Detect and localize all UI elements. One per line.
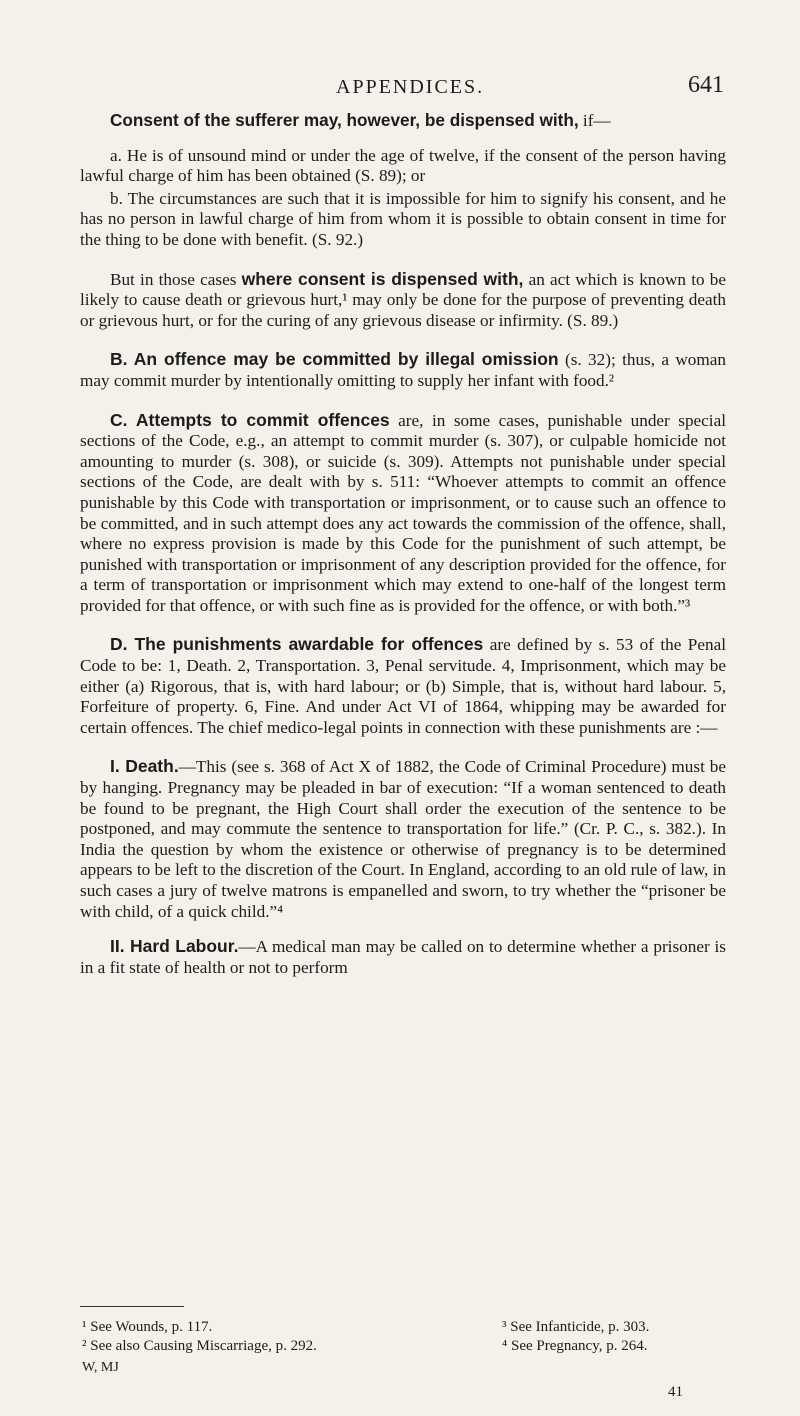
sheet-number: 41 (668, 1384, 683, 1400)
footnote-1: ¹ See Wounds, p. 117. (82, 1319, 213, 1335)
paragraph-but (80, 269, 726, 332)
footnotes-left (82, 1318, 462, 1356)
paragraph-c-text: are, in some cases, punishable under special sections of the Code, e.g., an attempt to commit murder (s. 307), or culpable homicide not amounting to murder (s. 308), or suicide (s. 309). Attempts not punishable under special sections of the Code, are dealt with by s. 511: “Whoever attempts to commit an offence punishable by this Code with transportation or imprisonment, or to cause such an offence to be committed, and in such attempt does any act towards the commission of the offence, shall, where no express provision is made by this Code for the punishment of such attempt, be punished with transportation or imprisonment of any description provided for the offence, for a term of transportation or imprisonment which may extend to one-half of the longest term provided for that offence, or with such fine as is provided for the offence, or with both.”³ (80, 410, 726, 615)
page-number: 641 (688, 72, 724, 98)
running-head: APPENDICES. (336, 76, 485, 98)
footnote-rule (80, 1306, 184, 1307)
paragraph-but-pre: But in those cases (110, 269, 242, 289)
item-b: b. The circumstances are such that it is impossible for him to signify his consent, and he has no person in lawful charge of him from whom it is possible to obtain consent in time for the thing to be done with benefit. (S. 92.) (80, 188, 726, 249)
paragraph-b-heading: B. An offence may be committed by illegal omission (110, 349, 559, 370)
paragraph-c-heading: C. Attempts to commit offences (110, 409, 390, 430)
consent-heading (80, 110, 726, 132)
footnote-3: ³ See Infanticide, p. 303. (502, 1319, 650, 1335)
paragraph-but-post: an act which is known to be likely to cause death or grievous hurt,¹ may only be done for the purpose of preventing death or grievous hurt, or for the curing of any grievous disease or infirmity. (S. 89.) (80, 269, 727, 330)
footnotes-right (502, 1318, 732, 1356)
paragraph-d-heading: D. The punishments awardable for offences (110, 634, 484, 655)
paragraph-d-text: are defined by s. 53 of the Penal Code to be: 1, Death. 2, Transportation. 3, Penal servitude. 4, Imprisonment, which may be either (a) Rigorous, that is, with hard labour; or (b) Simple, that is, without hard labour. 5, Forfeiture of property. 6, Fine. And under Act VI of 1864, whipping may be awarded for certain offences. The chief medico-legal points in connection with these punishments are :— (80, 635, 726, 737)
paragraph-b-text: (s. 32); thus, a woman may commit murder by intentionally omitting to supply her infant with food.² (80, 350, 726, 390)
body-text (80, 110, 726, 978)
consent-heading-tail: if— (578, 111, 611, 130)
footnote-2: ² See also Causing Miscarriage, p. 292. (82, 1338, 317, 1354)
paragraph-hard-labour-text: —A medical man may be called on to determine whether a prisoner is in a fit state of health or not to perform (80, 937, 726, 977)
paragraph-d (80, 634, 726, 738)
page-header (80, 70, 726, 110)
consent-heading-bold: Consent of the sufferer may, however, be dispensed with, (110, 110, 579, 130)
paragraph-hard-labour (80, 936, 726, 978)
paragraph-hard-labour-heading: II. Hard Labour. (110, 936, 239, 957)
paragraph-death-heading: I. Death. (110, 756, 179, 777)
paragraph-death-text: —This (see s. 368 of Act X of 1882, the Code of Criminal Procedure) must be by hanging. Pregnancy may be pleaded in bar of execution: “If a woman sentenced to death be found to be pregnant, the High Court shall order the execution of the sentence to be postponed, and may commute the sentence to transportation for life.” (Cr. P. C., s. 382.). In India the question by whom the existence or otherwise of pregnancy is to be determined appears to be left to the discretion of the Court. In England, according to an old rule of law, in such cases a jury of twelve matrons is empanelled and sworn, to try whether the “prisoner be with child, of a quick child.”⁴ (80, 757, 726, 921)
footnote-4: ⁴ See Pregnancy, p. 264. (502, 1338, 648, 1354)
signature-mark: W, MJ (82, 1360, 119, 1375)
paragraph-c (80, 410, 726, 617)
paragraph-death (80, 756, 726, 922)
item-a: a. He is of unsound mind or under the age of twelve, if the consent of the person having lawful charge of him has been obtained (S. 89); or (80, 145, 726, 186)
paragraph-but-bold: where consent is dispensed with, (241, 268, 524, 289)
paragraph-b (80, 349, 726, 391)
